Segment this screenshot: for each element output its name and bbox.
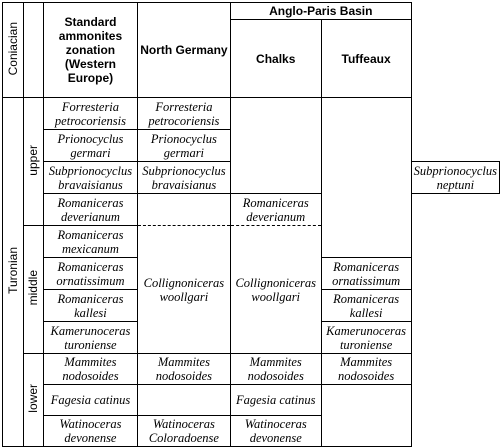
header-tuffeaux: Tuffeaux (321, 20, 411, 98)
tuffeaux-romaniceras-ornatissimum: Romaniceras ornatissimum (321, 258, 411, 290)
chalks-romaniceras-deverianum: Romaniceras deverianum (230, 194, 321, 226)
zone-romaniceras-mexicanum: Romaniceras mexicanum (44, 226, 138, 258)
zone-prionocyclus-germari: Prionocyclus germari (44, 130, 138, 162)
tuffeaux-romaniceras-kallesi: Romaniceras kallesi (321, 290, 411, 322)
ng-prionocyclus-germari: Prionocyclus germari (137, 130, 230, 162)
chalks-watinoceras-devonense: Watinoceras devonense (230, 416, 321, 447)
ng-subprionocyclus-bravaisianus: Subprionocyclus bravaisianus (137, 162, 230, 194)
zone-kamerunoceras-turoniense: Kamerunoceras turoniense (44, 322, 138, 354)
substage-upper: upper (23, 98, 43, 226)
chalks-empty-upper (230, 98, 321, 194)
chalks-mammites-nodosoides: Mammites nodosoides (230, 354, 321, 385)
chalks-subprionocyclus-neptuni: Subprionocyclus neptuni (411, 162, 499, 194)
ng-empty-deverianum (137, 194, 230, 226)
ng-mammites-nodosoides: Mammites nodosoides (137, 354, 230, 385)
substage-blank (23, 3, 43, 98)
tuffeaux-empty-lower (321, 385, 411, 447)
header-standard-zonation: Standard ammonites zonation (Western Europe) (44, 3, 138, 98)
substage-lower: lower (23, 354, 43, 447)
ng-empty-fagesia (137, 385, 230, 416)
tuffeaux-mammites-nodosoides: Mammites nodosoides (321, 354, 411, 385)
header-chalks: Chalks (230, 20, 321, 98)
ammonite-zonation-table (2, 2, 500, 447)
stage-turonian: Turonian (3, 98, 24, 447)
ng-forresteria-petrocoriensis: Forresteria petrocoriensis (137, 98, 230, 130)
zone-watinoceras-devonense: Watinoceras devonense (44, 416, 138, 447)
chalks-fagesia-catinus: Fagesia catinus (230, 385, 321, 416)
header-north-germany: North Germany (137, 3, 230, 98)
tuffeaux-kamerunoceras-turoniense: Kamerunoceras turoniense (321, 322, 411, 354)
zone-mammites-nodosoides: Mammites nodosoides (44, 354, 138, 385)
chalks-collignoniceras-woollgari: Collignoniceras woollgari (230, 226, 321, 354)
tuffeaux-empty-upper (321, 98, 411, 258)
zone-subprionocyclus-bravaisianus: Subprionocyclus bravaisianus (44, 162, 138, 194)
ng-collignoniceras-woollgari: Collignoniceras woollgari (137, 226, 230, 354)
ng-watinoceras-coloradoense: Watinoceras Coloradoense (137, 416, 230, 447)
zone-romaniceras-deverianum: Romaniceras deverianum (44, 194, 138, 226)
zone-romaniceras-kallesi: Romaniceras kallesi (44, 290, 138, 322)
header-anglo-paris-basin: Anglo-Paris Basin (230, 3, 411, 20)
stage-coniacian: Coniacian (3, 3, 24, 98)
zone-romaniceras-ornatissimum: Romaniceras ornatissimum (44, 258, 138, 290)
zone-forresteria-petrocoriensis: Forresteria petrocoriensis (44, 98, 138, 130)
substage-middle: middle (23, 226, 43, 354)
zone-fagesia-catinus: Fagesia catinus (44, 385, 138, 416)
